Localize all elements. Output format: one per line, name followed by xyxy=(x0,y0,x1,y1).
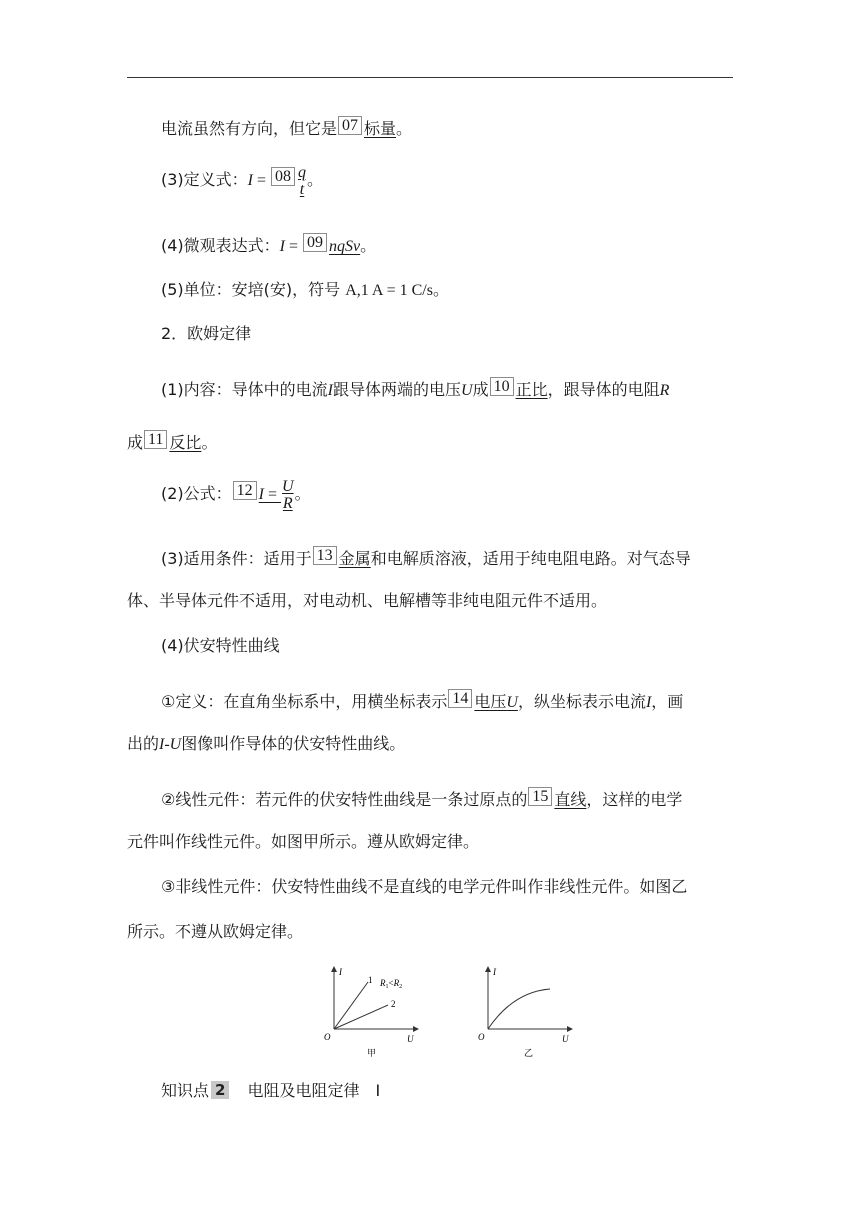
formula-line xyxy=(161,162,323,199)
symbol: I xyxy=(258,486,264,503)
text: 电阻及电阻定律 Ⅰ xyxy=(231,1081,381,1100)
origin-label: O xyxy=(478,1032,485,1042)
figure-caption: 乙 xyxy=(524,1048,534,1058)
section-heading: 2．欧姆定律 xyxy=(161,324,252,343)
answer-text: 标量 xyxy=(364,119,397,138)
text: 图像叫作导体的伏安特性曲线。 xyxy=(181,734,406,753)
answer-text: 金属 xyxy=(338,549,371,568)
answer-box: 07 xyxy=(338,116,362,135)
x-axis-label: U xyxy=(562,1034,569,1044)
denominator: R xyxy=(282,494,293,512)
text: 。 xyxy=(396,119,413,138)
text: ，这样的电学 xyxy=(586,790,683,809)
answer-box: 12 xyxy=(233,481,257,500)
answer-box: 15 xyxy=(528,787,552,806)
text-line xyxy=(161,280,449,301)
text: 跟导体两端的电压 xyxy=(333,380,462,399)
symbol: I xyxy=(247,172,253,189)
symbol: I xyxy=(327,382,333,399)
symbol: I xyxy=(645,694,652,711)
text-line xyxy=(161,116,412,139)
text: (3)适用条件：适用于 xyxy=(161,549,312,568)
text: ①定义：在直角坐标系中，用横坐标表示 xyxy=(161,692,448,711)
unit-text: A,1 A = 1 C/s xyxy=(345,282,433,299)
symbol: I-U xyxy=(159,736,182,753)
symbol: U xyxy=(506,694,518,711)
graph-nonlinear xyxy=(478,967,572,1058)
x-axis-label: U xyxy=(407,1034,414,1044)
text-line xyxy=(161,377,669,401)
answer-box: 08 xyxy=(271,167,295,186)
y-axis-label: I xyxy=(339,967,342,977)
text: (2)公式： xyxy=(161,484,232,503)
text: 成 xyxy=(472,380,489,399)
text: 知识点 xyxy=(161,1081,210,1100)
answer-text: 直线 xyxy=(554,790,587,809)
text-line xyxy=(161,787,682,810)
formula-line xyxy=(161,476,311,513)
text: ②线性元件：若元件的伏安特性曲线是一条过原点的 xyxy=(161,790,528,809)
text: 。 xyxy=(201,433,218,452)
equals-sign: = xyxy=(264,486,282,503)
knowledge-point-badge: 2 xyxy=(211,1081,229,1099)
iu-characteristic-figure xyxy=(318,962,588,1062)
text: 和电解质溶液，适用于纯电阻电路。对气态导 xyxy=(370,549,691,568)
numerator: q xyxy=(298,163,307,181)
text: (1)内容：导体中的电流 xyxy=(161,380,328,399)
answer-box: 11 xyxy=(144,430,167,449)
line-2-label: 2 xyxy=(391,999,396,1009)
text: 。 xyxy=(307,170,324,189)
answer-box: 10 xyxy=(490,377,514,396)
text: 出的 xyxy=(127,734,160,753)
numerator: U xyxy=(282,477,294,495)
text-line: ③非线性元件：伏安特性曲线不是直线的电学元件叫作非线性元件。如图乙 xyxy=(161,877,688,896)
answer-text: 反比 xyxy=(169,433,202,452)
header-rule xyxy=(127,77,733,78)
text-line: 所示。不遵从欧姆定律。 xyxy=(127,922,304,941)
figure-caption: 甲 xyxy=(367,1048,377,1058)
text-line xyxy=(161,689,683,713)
text: ，纵坐标表示电流 xyxy=(517,692,646,711)
text-line: (4)伏安特性曲线 xyxy=(161,636,280,655)
equals-sign: = xyxy=(285,238,303,255)
text: (5)单位：安培(安)，符号 xyxy=(161,280,346,299)
line-1-label: 1 xyxy=(368,975,373,985)
formula-line xyxy=(161,233,376,257)
text: 电流虽然有方向，但它是 xyxy=(161,119,338,138)
text: ，画 xyxy=(651,692,684,711)
curve xyxy=(488,989,550,1029)
answer-box: 09 xyxy=(303,233,327,252)
text-line xyxy=(161,546,691,569)
text: 。 xyxy=(294,484,311,503)
symbol: I xyxy=(279,238,285,255)
y-axis-label: I xyxy=(493,967,496,977)
answer-text: 电压 xyxy=(474,692,507,711)
answer-text: 正比 xyxy=(515,380,548,399)
answer-box: 14 xyxy=(448,689,472,708)
text-line: 元件叫作线性元件。如图甲所示。遵从欧姆定律。 xyxy=(127,832,480,851)
knowledge-point-heading xyxy=(161,1081,380,1101)
answer-box: 13 xyxy=(313,546,337,565)
text-line xyxy=(127,734,405,755)
fraction xyxy=(282,478,294,512)
symbol: U xyxy=(461,382,473,399)
denominator: t xyxy=(299,180,305,198)
text: 成 xyxy=(127,433,144,452)
fraction xyxy=(298,164,306,198)
graph-linear xyxy=(324,967,418,1058)
resistance-relation: $R_1<R_2$ xyxy=(380,978,403,990)
text: 。 xyxy=(432,280,449,299)
text: (3)定义式： xyxy=(161,170,248,189)
symbol: R xyxy=(659,382,670,399)
origin-label: O xyxy=(324,1032,331,1042)
text-line xyxy=(127,430,217,453)
text-line: 体、半导体元件不适用，对电动机、电解槽等非纯电阻元件不适用。 xyxy=(127,591,608,610)
answer-text: nqSv xyxy=(329,238,361,255)
equals-sign: = xyxy=(253,172,271,189)
text: ，跟导体的电阻 xyxy=(547,380,660,399)
text: (4)微观表达式： xyxy=(161,236,280,255)
text: 。 xyxy=(360,236,377,255)
